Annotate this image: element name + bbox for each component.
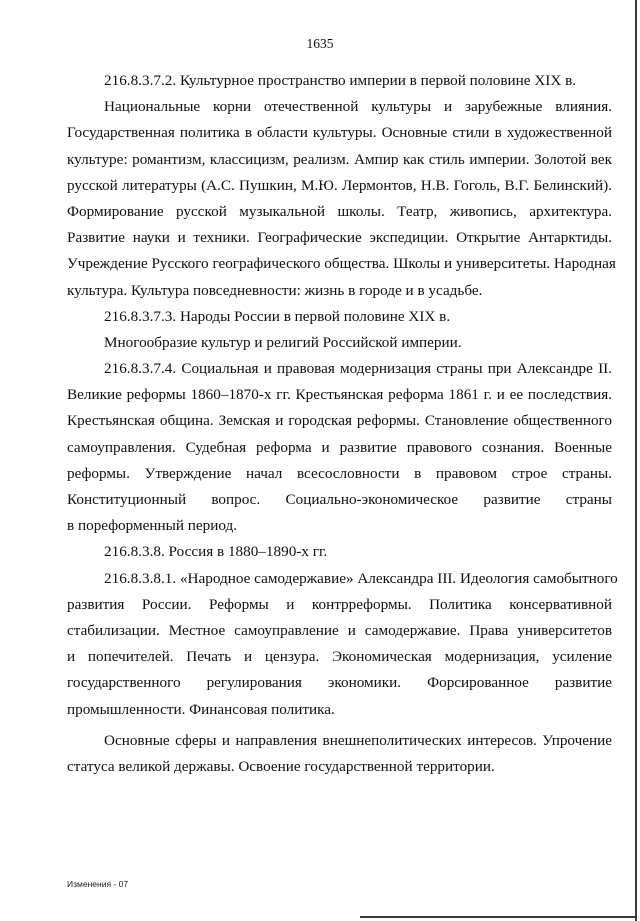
- document-body: [67, 68, 618, 780]
- paragraph-line: Крестьянская община. Земская и городская реформы. Становление общественного: [67, 412, 612, 430]
- paragraph-line: Государственная политика в области культуры. Основные стили в художественной: [67, 124, 612, 142]
- paragraph-line: и попечителей. Печать и цензура. Экономическая модернизация, усиление: [67, 648, 612, 666]
- paragraph-line: Формирование русской музыкальной школы. Театр, живопись, архитектура.: [67, 202, 612, 220]
- paragraph-line: культура. Культура повседневности: жизнь в городе и в усадьбе.: [67, 281, 483, 299]
- paragraph-line: статуса великой державы. Освоение государственной территории.: [67, 757, 495, 775]
- scan-edge-bottom: [360, 916, 636, 918]
- paragraph-line: государственного регулирования экономики. Форсированное развитие: [67, 674, 612, 692]
- section-heading-216-8-3-8-1: 216.8.3.8.1. «Народное самодержавие» Александра III. Идеология самобытного: [104, 569, 618, 587]
- paragraph-line: культуре: романтизм, классицизм, реализм. Ампир как стиль империи. Золотой век: [67, 150, 612, 168]
- paragraph-line: Национальные корни отечественной культуры и зарубежные влияния.: [104, 98, 612, 116]
- scan-edge-right: [635, 0, 637, 921]
- paragraph-line: Многообразие культур и религий Российской империи.: [104, 333, 462, 351]
- footer-revision-note: Изменения - 07: [67, 879, 129, 889]
- section-heading-216-8-3-7-3: 216.8.3.7.3. Народы России в первой половине XIX в.: [104, 307, 451, 325]
- paragraph-line: в пореформенный период.: [67, 517, 238, 535]
- paragraph-line: стабилизации. Местное самоуправление и самодержавие. Права университетов: [67, 621, 612, 639]
- section-heading-216-8-3-8: 216.8.3.8. Россия в 1880–1890-х гг.: [104, 543, 328, 561]
- paragraph-line: самоуправления. Судебная реформа и развитие правового сознания. Военные: [67, 438, 612, 456]
- paragraph-line: реформы. Утверждение начал всесословности в правовом строе страны.: [67, 464, 612, 482]
- paragraph-line: Великие реформы 1860–1870-х гг. Крестьянская реформа 1861 г. и ее последствия.: [67, 386, 612, 404]
- paragraph-line: промышленности. Финансовая политика.: [67, 700, 335, 718]
- page-number: 1635: [306, 36, 334, 51]
- paragraph-line: Основные сферы и направления внешнеполитических интересов. Упрочение: [104, 731, 612, 749]
- paragraph-line: русской литературы (А.С. Пушкин, М.Ю. Лермонтов, Н.В. Гоголь, В.Г. Белинский).: [67, 176, 612, 194]
- section-heading-216-8-3-7-2: 216.8.3.7.2. Культурное пространство империи в первой половине XIX в.: [104, 72, 577, 89]
- paragraph-line: Конституционный вопрос. Социально-экономическое развитие страны: [67, 491, 612, 508]
- paragraph-line: развития России. Реформы и контрреформы. Политика консервативной: [67, 595, 612, 613]
- paragraph-line: Учреждение Русского географического общества. Школы и университеты. Народная: [67, 255, 616, 273]
- section-heading-216-8-3-7-4: 216.8.3.7.4. Социальная и правовая модернизация страны при Александре II.: [104, 360, 612, 378]
- paragraph-line: Развитие науки и техники. Географические экспедиции. Открытие Антарктиды.: [67, 229, 612, 247]
